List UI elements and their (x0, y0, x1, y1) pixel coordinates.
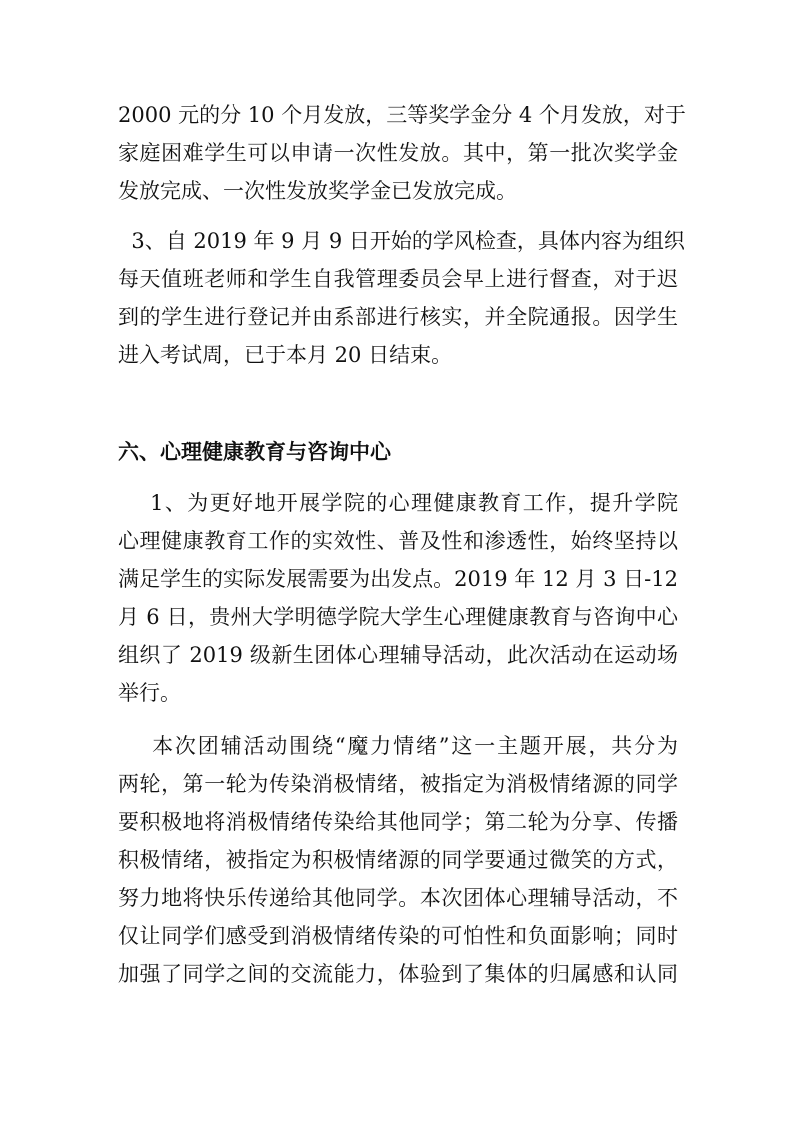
paragraph-group-counseling (118, 727, 678, 993)
section-heading: 六、心理健康教育与咨询中心 (118, 440, 391, 464)
text-line: 发放完成、一次性发放奖学金已发放完成。 (118, 179, 517, 203)
text-line: 努力地将快乐传递给其他同学。本次团体心理辅导活动，不 (118, 886, 678, 910)
text-line: 心理健康教育工作的实效性、普及性和渗透性，始终坚持以 (118, 529, 678, 553)
paragraph-scholarship (118, 96, 686, 210)
text-line: 满足学生的实际发展需要为出发点。2019 年 12 月 3 日-12 (118, 567, 678, 591)
text-line: 到的学生进行登记并由系部进行核实，并全院通报。因学生 (118, 305, 678, 329)
text-line: 进入考试周，已于本月 20 日结束。 (118, 343, 453, 367)
text-line: 要积极地将消极情绪传染给其他同学；第二轮为分享、传播 (118, 810, 678, 834)
text-line: 两轮，第一轮为传染消极情绪，被指定为消极情绪源的同学 (118, 772, 678, 796)
text-line: 3、自 2019 年 9 月 9 日开始的学风检查，具体内容为组织 (118, 229, 685, 253)
text-line: 加强了同学之间的交流能力，体验到了集体的归属感和认同 (118, 962, 678, 986)
text-line: 积极情绪，被指定为积极情绪源的同学要通过微笑的方式， (118, 848, 678, 872)
text-line: 组织了 2019 级新生团体心理辅导活动，此次活动在运动场 (118, 643, 678, 667)
text-line: 本次团辅活动围绕“魔力情绪”这一主题开展，共分为 (118, 734, 678, 758)
paragraph-psychology-activity (118, 484, 678, 712)
text-line: 2000 元的分 10 个月发放，三等奖学金分 4 个月发放，对于 (118, 103, 686, 127)
text-line: 月 6 日，贵州大学明德学院大学生心理健康教育与咨询中心 (118, 605, 678, 629)
text-line: 举行。 (118, 681, 181, 705)
paragraph-study-inspection (118, 222, 685, 374)
text-line: 每天值班老师和学生自我管理委员会早上进行督查，对于迟 (118, 267, 678, 291)
text-line: 仅让同学们感受到消极情绪传染的可怕性和负面影响；同时 (118, 924, 678, 948)
text-line: 家庭困难学生可以申请一次性发放。其中，第一批次奖学金 (118, 141, 678, 165)
text-line: 1、为更好地开展学院的心理健康教育工作，提升学院 (118, 491, 678, 515)
